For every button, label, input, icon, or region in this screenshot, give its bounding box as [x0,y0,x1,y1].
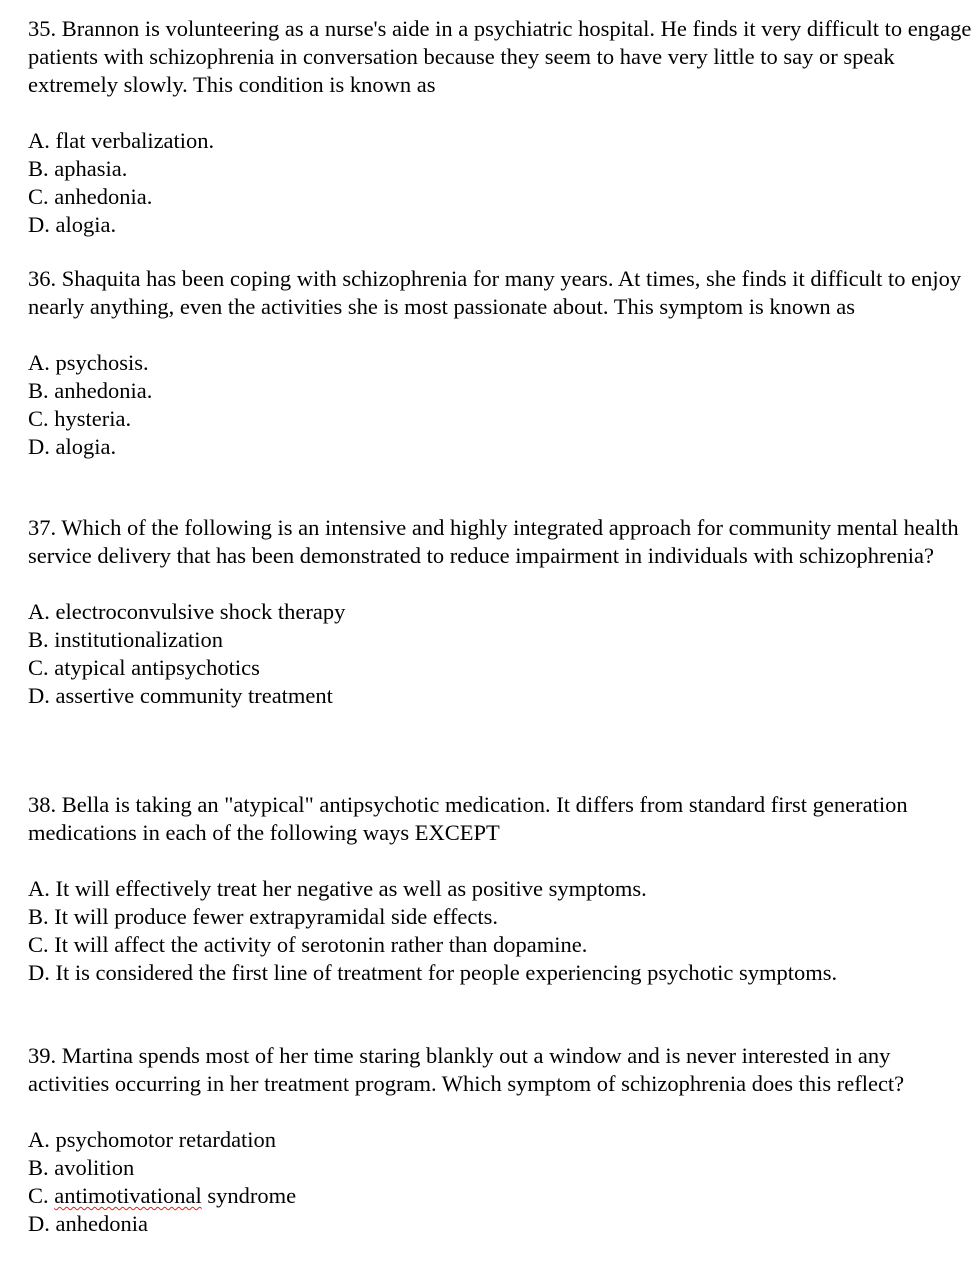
answer-options [28,1126,973,1238]
option-c-suffix: syndrome [201,1183,297,1208]
option-b: B. anhedonia. [28,378,153,403]
option-a: A. psychosis. [28,350,149,375]
question-stem: 35. Brannon is volunteering as a nurse's aide in a psychiatric hospital. He finds it very difficult to engage patients with schizophrenia in conversation because they seem to have very little to say or speak extremely slowly. This condition is known as [28,16,972,97]
option-c [28,1182,973,1210]
option-b: B. It will produce fewer extrapyramidal side effects. [28,904,499,929]
option-c: C. anhedonia. [28,184,153,209]
answer-options [28,349,973,461]
option-b: B. institutionalization [28,627,223,652]
option-c-prefix: C. [28,1183,55,1208]
question-38 [28,791,973,987]
option-b: B. aphasia. [28,156,128,181]
option-d: D. It is considered the first line of treatment for people experiencing psychotic symptoms. [28,960,838,985]
option-c: C. atypical antipsychotics [28,655,260,680]
question-stem: 38. Bella is taking an "atypical" antipsychotic medication. It differs from standard first generation medications in each of the following ways EXCEPT [28,792,908,845]
question-39 [28,1042,973,1238]
option-c: C. It will affect the activity of serotonin rather than dopamine. [28,932,588,957]
option-b: B. avolition [28,1155,135,1180]
question-stem: 37. Which of the following is an intensive and highly integrated approach for community mental health service delivery that has been demonstrated to reduce impairment in individuals with schizophrenia? [28,515,959,568]
question-35 [28,15,973,239]
question-stem: 39. Martina spends most of her time staring blankly out a window and is never interested in any activities occurring in her treatment program. Which symptom of schizophrenia does this reflect? [28,1043,905,1096]
option-d: D. anhedonia [28,1211,148,1236]
option-d: D. alogia. [28,212,117,237]
option-a: A. electroconvulsive shock therapy [28,599,346,624]
option-a: A. psychomotor retardation [28,1127,277,1152]
question-36 [28,265,973,461]
question-stem: 36. Shaquita has been coping with schizophrenia for many years. At times, she finds it difficult to enjoy nearly anything, even the activities she is most passionate about. This symptom is known as [28,266,962,319]
spellcheck-flagged-word[interactable]: antimotivational [54,1183,202,1208]
answer-options [28,127,973,239]
option-c: C. hysteria. [28,406,132,431]
option-a: A. It will effectively treat her negative as well as positive symptoms. [28,876,647,901]
question-37 [28,514,973,710]
option-a: A. flat verbalization. [28,128,215,153]
option-d: D. assertive community treatment [28,683,333,708]
answer-options [28,875,973,987]
option-d: D. alogia. [28,434,117,459]
answer-options [28,598,973,710]
